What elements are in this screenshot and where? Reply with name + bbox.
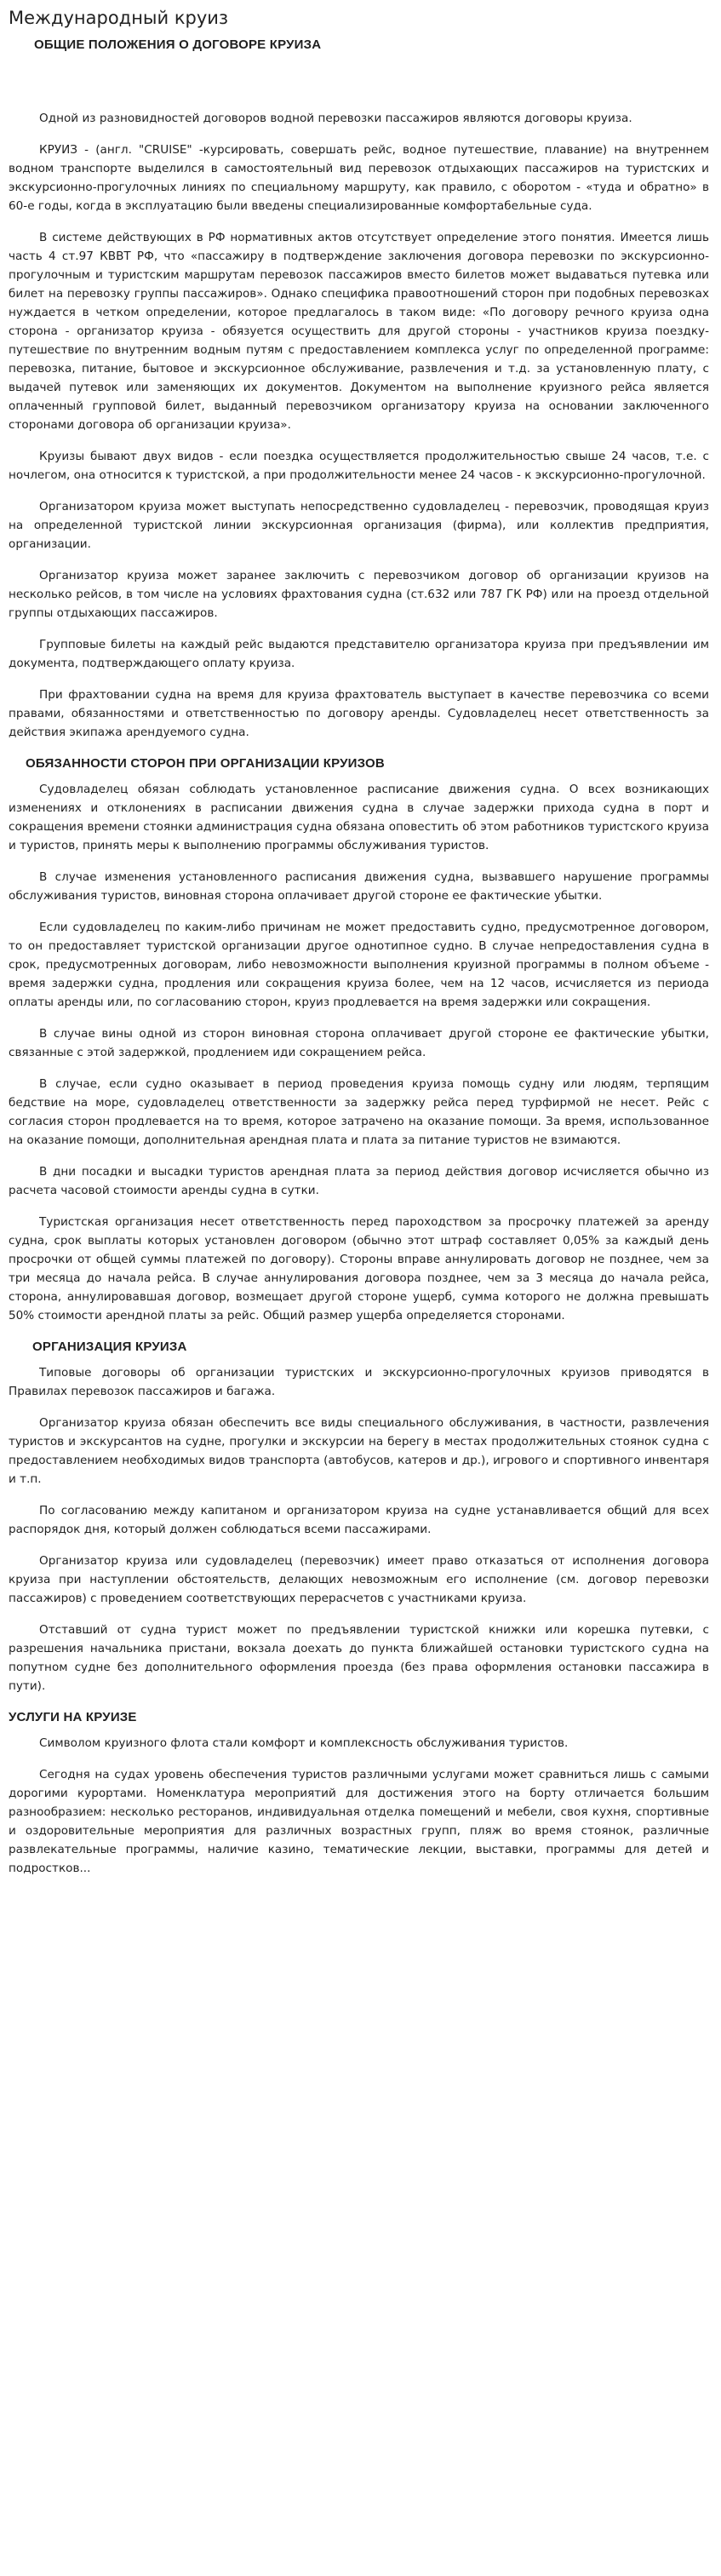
paragraph: При фрахтовании судна на время для круиза фрахтователь выступает в качестве перевозчика со всеми правами, обязанностями и ответственностью по договору аренды. Судовладелец несет ответственность за действия экипажа арендуемого судна. xyxy=(9,688,709,739)
paragraph: В случае, если судно оказывает в период проведения круиза помощь судну или людям, терпящим бедствие на море, судовладелец ответственности за задержку рейса перед турфирмой не несет. Рейс с согласия сторон продлевается на то время, которое затрачено на оказание помощи. За время, использованное на оказание помощи, дополнительная арендная плата и плата за питание туристов не взимаются. xyxy=(9,1077,709,1147)
paragraph: Символом круизного флота стали комфорт и комплексность обслуживания туристов. xyxy=(39,1736,569,1750)
section-heading: ОБЯЗАННОСТИ СТОРОН ПРИ ОРГАНИЗАЦИИ КРУИЗОВ xyxy=(26,756,385,771)
paragraph: В дни посадки и высадки туристов арендная плата за период действия договор исчисляется обычно из расчета часовой стоимости аренды судна в сутки. xyxy=(9,1165,709,1197)
section-heading: УСЛУГИ НА КРУИЗЕ xyxy=(9,1710,137,1724)
paragraph: В случае вины одной из сторон виновная сторона оплачивает другой стороне ее фактические убытки, связанные с этой задержкой, продлением иди сокращением рейса. xyxy=(9,1027,709,1059)
section-cruise-services xyxy=(9,1708,709,1878)
paragraph: Судовладелец обязан соблюдать установленное расписание движения судна. О всех возникающих изменениях и отклонениях в расписании движения судна в случае задержки прихода судна в порт и сокращения времени стоянки администрация судна обязана оповестить об этом работников туристского круиза и туристов, принять меры к выполнению программы обслуживания туристов. xyxy=(9,783,709,852)
paragraph: Одной из разновидностей договоров водной перевозки пассажиров являются договоры круиза. xyxy=(39,112,632,125)
paragraph: Организатор круиза обязан обеспечить все виды специального обслуживания, в частности, развлечения туристов и экскурсантов на судне, прогулки и экскурсии на берегу в местах продолжительных стоянок судна с предоставлением необходимых видов транспорта (автобусов, катеров и др.), игрового и спортивного инвентаря и т.п. xyxy=(9,1416,709,1486)
paragraph: Типовые договоры об организации туристских и экскурсионно-прогулочных круизов приводятся в Правилах перевозок пассажиров и багажа. xyxy=(9,1366,709,1398)
paragraph: Круизы бывают двух видов - если поездка осуществляется продолжительностью свыше 24 часов, т.е. с ночлегом, она относится к туристской, а при продолжительности менее 24 часов - к экскурсионно-прогулочной. xyxy=(9,450,709,482)
section-heading: ОБЩИЕ ПОЛОЖЕНИЯ О ДОГОВОРЕ КРУИЗА xyxy=(34,37,322,52)
paragraph: Отставший от судна турист может по предъявлении туристской книжки или корешка путевки, с разрешения начальника пристани, вокзала доехать до пункта ближайшей остановки туристского судна на попутном судне без дополнительного оформления проезда (без права оформления остановки пассажира в пути). xyxy=(9,1623,709,1693)
paragraph: Групповые билеты на каждый рейс выдаются представителю организатора круиза при предъявлении им документа, подтверждающего оплату круиза. xyxy=(9,638,709,670)
paragraph: По согласованию между капитаном и организатором круиза на судне устанавливается общий для всех распорядок дня, который должен соблюдаться всеми пассажирами. xyxy=(9,1504,709,1536)
page-title: Международный круиз xyxy=(9,8,229,28)
paragraph: Туристская организация несет ответственность перед пароходством за просрочку платежей за аренду судна, срок выплаты которых установлен договором (обычно этот штраф составляет 0,05% за каждый день просрочки от общей суммы платежей по договору). Стороны вправе аннулировать договор не позднее, чем за три месяца до начала рейса. В случае аннулирования договора позднее, чем за 3 месяца до начала рейса, сторона, аннулировавшая договор, возмещает другой стороне ущерб, сумма которого не должна превышать 50% стоимости арендной платы за рейс. Общий размер ущерба определяется сторонами. xyxy=(9,1215,709,1322)
spacer xyxy=(9,61,709,109)
paragraph: Организатором круиза может выступать непосредственно судовладелец - перевозчик, проводящая круиз на определенной туристской линии экскурсионная организация (фирма), или коллектив предприятия, организации. xyxy=(9,500,709,551)
section-party-obligations xyxy=(9,754,709,1325)
article-page xyxy=(0,5,721,2576)
paragraph: Организатор круиза может заранее заключить с перевозчиком договор об организации круизов на несколько рейсов, в том числе на условиях фрахтования судна (ст.632 или 787 ГК РФ) или на проезд отдельной группы отдыхающих пассажиров. xyxy=(9,569,709,620)
paragraph: В случае изменения установленного расписания движения судна, вызвавшего нарушение программы обслуживания туристов, виновная сторона оплачивает другой стороне ее фактические убытки. xyxy=(9,870,709,903)
section-heading: ОРГАНИЗАЦИЯ КРУИЗА xyxy=(32,1340,187,1354)
paragraph: Сегодня на судах уровень обеспечения туристов различными услугами может сравниться лишь с самыми дорогими курортами. Номенклатура мероприятий для достижения этого на борту отличается большим разнообразием: несколько ресторанов, индивидуальная отделка помещений и мебели, своя кухня, спортивные и оздоровительные мероприятия для различных возрастных групп, пляж во время стоянок, различные развлекательные программы, наличие казино, тематические лекции, выставки, программы для детей и подростков... xyxy=(9,1768,709,1875)
paragraph: КРУИЗ - (англ. "CRUISE" -курсировать, совершать рейс, водное путешествие, плавание) на внутреннем водном транспорте выделился в самостоятельный вид перевозок отдыхающих пассажиров на туристских и экскурсионно-прогулочных линиях по специальному маршруту, как правило, с оборотом - «туда и обратно» в 60-е годы, когда в эксплуатацию были введены специализированные комфортабельные суда. xyxy=(9,143,709,213)
section-cruise-organization xyxy=(9,1338,709,1695)
paragraph: Организатор круиза или судовладелец (перевозчик) имеет право отказаться от исполнения договора круиза при наступлении обстоятельств, делающих невозможным его исполнение (см. договор перевозки пассажиров) с проведением соответствующих перерасчетов с участниками круиза. xyxy=(9,1554,709,1605)
paragraph: В системе действующих в РФ нормативных актов отсутствует определение этого понятия. Имеется лишь часть 4 ст.97 КВВТ РФ, что «пассажиру в подтверждение заключения договора перевозки по экскурсионно-прогулочным и туристским маршрутам перевозок пассажиров вместо билетов может выдаваться путевка или билет на перевозку группы пассажиров». Однако специфика правоотношений сторон при подобных перевозках нуждается в четком определении, которое предлагалось в таком виде: «По договору речного круиза одна сторона - организатор круиза - обязуется осуществить для другой стороны - участников круиза поездку-путешествие по внутренним водным путям с предоставлением комплекса услуг по определенной программе: перевозка, питание, бытовое и экскурсионное обслуживание, развлечения и т.д. за установленную плату, с выдачей путевок или заменяющих их документов. Документом на выполнение круизного рейса является оплаченный групповой билет, выданный перевозчиком организатору круиза на основании заключенного сторонами договора об организации круиза». xyxy=(9,231,709,432)
section-general-provisions xyxy=(9,36,709,742)
paragraph: Если судовладелец по каким-либо причинам не может предоставить судно, предусмотренное договором, то он предоставляет туристской организации другое однотипное судно. В случае непредоставления судна в срок, предусмотренных договорам, либо невозможности выполнения круизной программы в полном объеме - время задержки судна, продления или сокращения круиза более, чем на 12 часов, исчисляется из периода оплаты аренды или, по согласованию сторон, круиз продлевается на время задержки или сокращения. xyxy=(9,921,709,1009)
